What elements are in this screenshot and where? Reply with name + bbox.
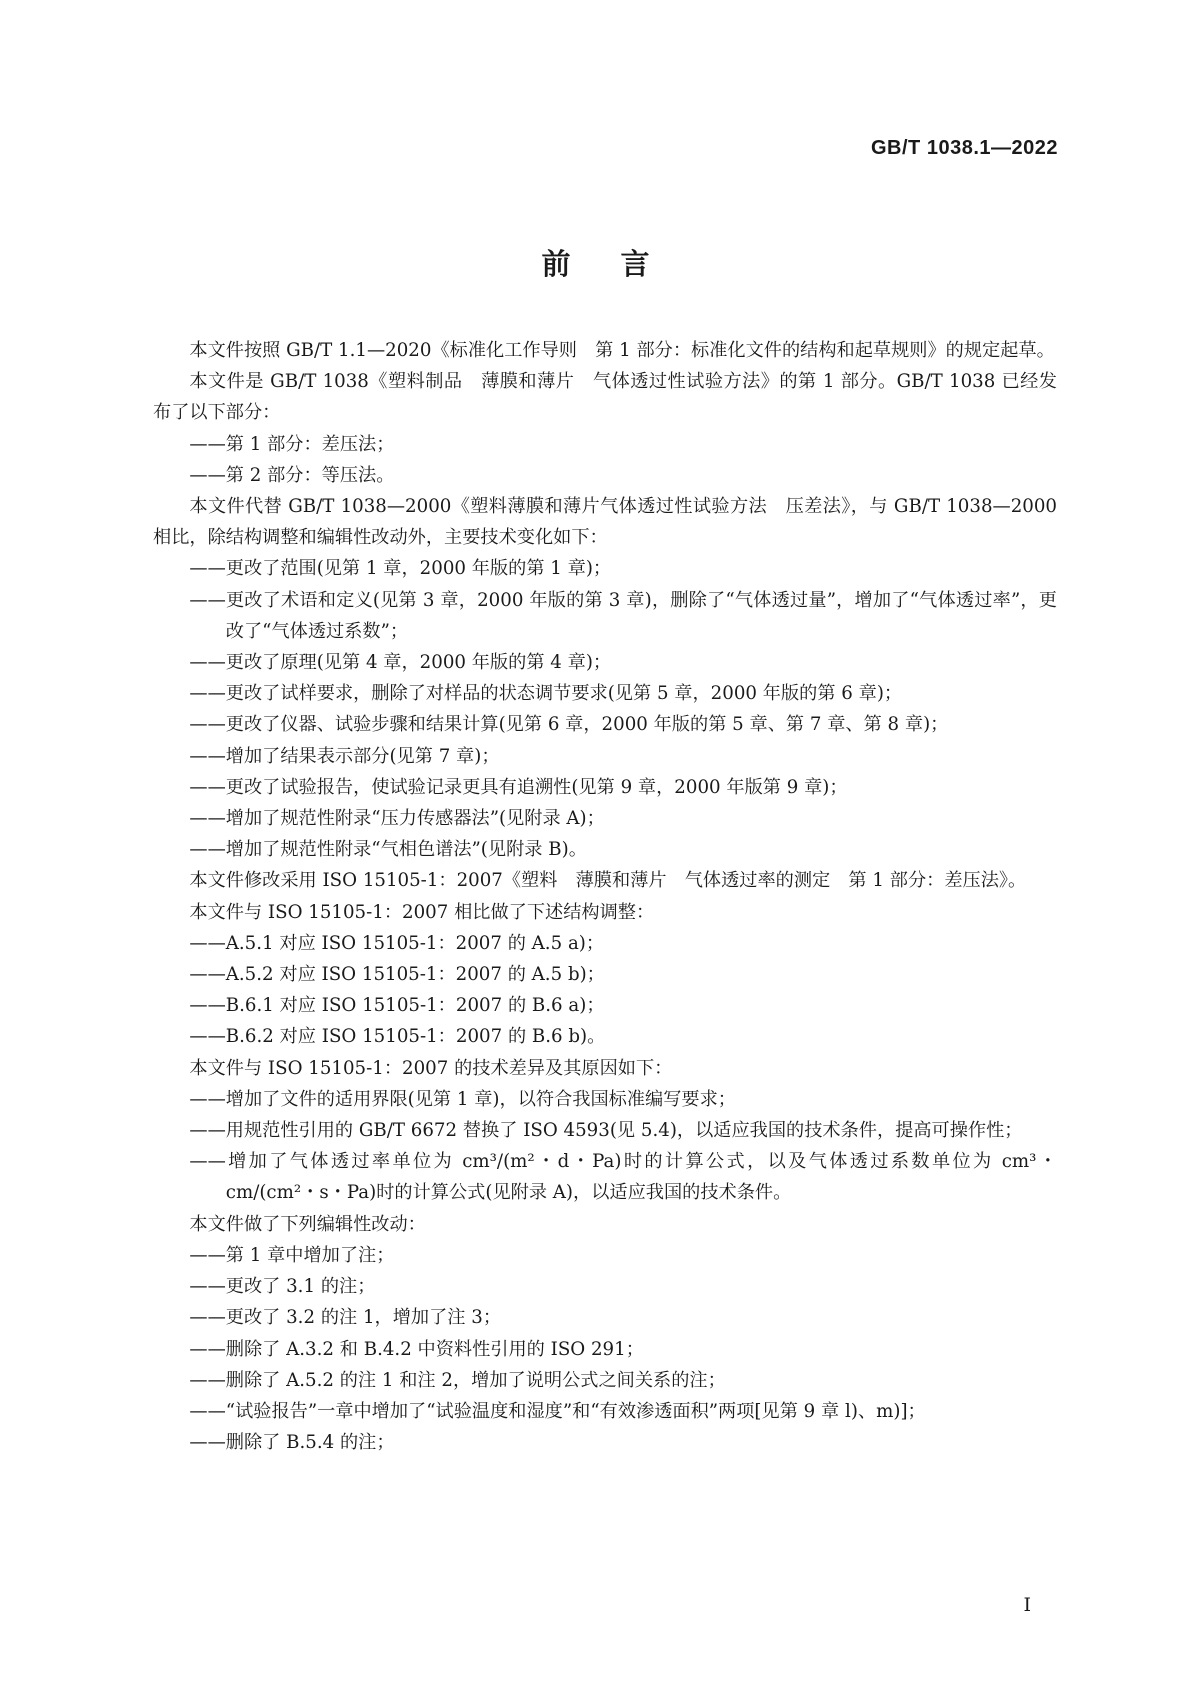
list-item: ——更改了试验报告，使试验记录更具有追溯性(见第 9 章，2000 年版第 9 章)； [189,776,848,798]
list-item: ——更改了范围(见第 1 章，2000 年版的第 1 章)； [189,558,612,580]
page-title: 前言 [541,247,700,281]
document-body [153,335,1057,1458]
list-item: ——第 1 部分：差压法； [189,433,395,455]
list-item: ——更改了试样要求，删除了对样品的状态调节要求(见第 5 章，2000 年版的第 6 章)； [189,683,903,705]
list-item: ——B.6.1 对应 ISO 15105-1：2007 的 B.6 a)； [189,995,605,1017]
paragraph-replaces: 本文件代替 GB/T 1038—2000《塑料薄膜和薄片气体透过性试验方法 压差法》，与 GB/T 1038—2000 相比，除结构调整和编辑性改动外，主要技术变化如下： [153,496,1057,549]
list-item: ——第 1 章中增加了注； [189,1244,395,1266]
list-item: ——B.6.2 对应 ISO 15105-1：2007 的 B.6 b)。 [189,1026,606,1048]
list-item: ——增加了文件的适用界限(见第 1 章)，以符合我国标准编写要求； [189,1088,736,1110]
list-item: ——用规范性引用的 GB/T 6672 替换了 ISO 4593(见 5.4)，以适应我国的技术条件，提高可操作性； [189,1120,1023,1142]
list-item: ——第 2 部分：等压法。 [189,464,395,486]
paragraph-editorial-intro: 本文件做了下列编辑性改动： [189,1213,426,1235]
editorial-changes-list [153,1240,1057,1458]
list-item: ——删除了 A.5.2 的注 1 和注 2，增加了说明公式之间关系的注； [189,1369,726,1391]
structural-changes-list [153,928,1057,1053]
list-item: ——A.5.1 对应 ISO 15105-1：2007 的 A.5 a)； [189,932,605,954]
technical-differences-list [153,1084,1057,1209]
list-item: ——A.5.2 对应 ISO 15105-1：2007 的 A.5 b)； [189,964,605,986]
paragraph-series-parts: 本文件是 GB/T 1038《塑料制品 薄膜和薄片 气体透过性试验方法》的第 1 部分。GB/T 1038 已经发布了以下部分： [153,371,1057,424]
standard-number: GB/T 1038.1—2022 [871,137,1058,159]
list-item: ——删除了 A.3.2 和 B.4.2 中资料性引用的 ISO 291； [189,1338,644,1360]
parts-list [153,429,1057,491]
list-item: ——更改了 3.2 的注 1，增加了注 3； [189,1307,502,1329]
list-item: ——更改了仪器、试验步骤和结果计算(见第 6 章，2000 年版的第 5 章、第 7 章、第 8 章)； [189,714,949,736]
list-item: ——更改了原理(见第 4 章，2000 年版的第 4 章)； [189,652,612,674]
paragraph-drafting-rules: 本文件按照 GB/T 1.1—2020《标准化工作导则 第 1 部分：标准化文件的结构和起草规则》的规定起草。 [189,340,1055,361]
technical-changes-list [153,553,1057,865]
paragraph-technical-differences-intro: 本文件与 ISO 15105-1：2007 的技术差异及其原因如下： [189,1057,673,1079]
list-item: ——增加了规范性附录“压力传感器法”(见附录 A)； [189,808,605,830]
list-item: ——增加了结果表示部分(见第 7 章)； [189,745,500,767]
list-item: ——删除了 B.5.4 的注； [189,1432,395,1454]
list-item: ——“试验报告”一章中增加了“试验温度和湿度”和“有效渗透面积”两项[见第 9 章 l)、m)]； [189,1400,926,1422]
paragraph-structural-intro: 本文件与 ISO 15105-1：2007 相比做了下述结构调整： [189,901,655,923]
list-item: ——增加了规范性附录“气相色谱法”(见附录 B)。 [189,839,587,861]
list-item: ——更改了 3.1 的注； [189,1276,376,1298]
list-item: ——更改了术语和定义(见第 3 章，2000 年版的第 3 章)，删除了“气体透过量”，增加了“气体透过率”，更改了“气体透过系数”； [189,589,1057,642]
page-number: I [1023,1594,1031,1616]
paragraph-iso-adoption: 本文件修改采用 ISO 15105-1：2007《塑料 薄膜和薄片 气体透过率的测定 第 1 部分：差压法》。 [189,870,1027,892]
list-item: ——增加了气体透过率单位为 cm³/(m²・d・Pa)时的计算公式，以及气体透过系数单位为 cm³・cm/(cm²・s・Pa)时的计算公式(见附录 A)，以适应我国的技术条件。 [189,1151,1057,1204]
